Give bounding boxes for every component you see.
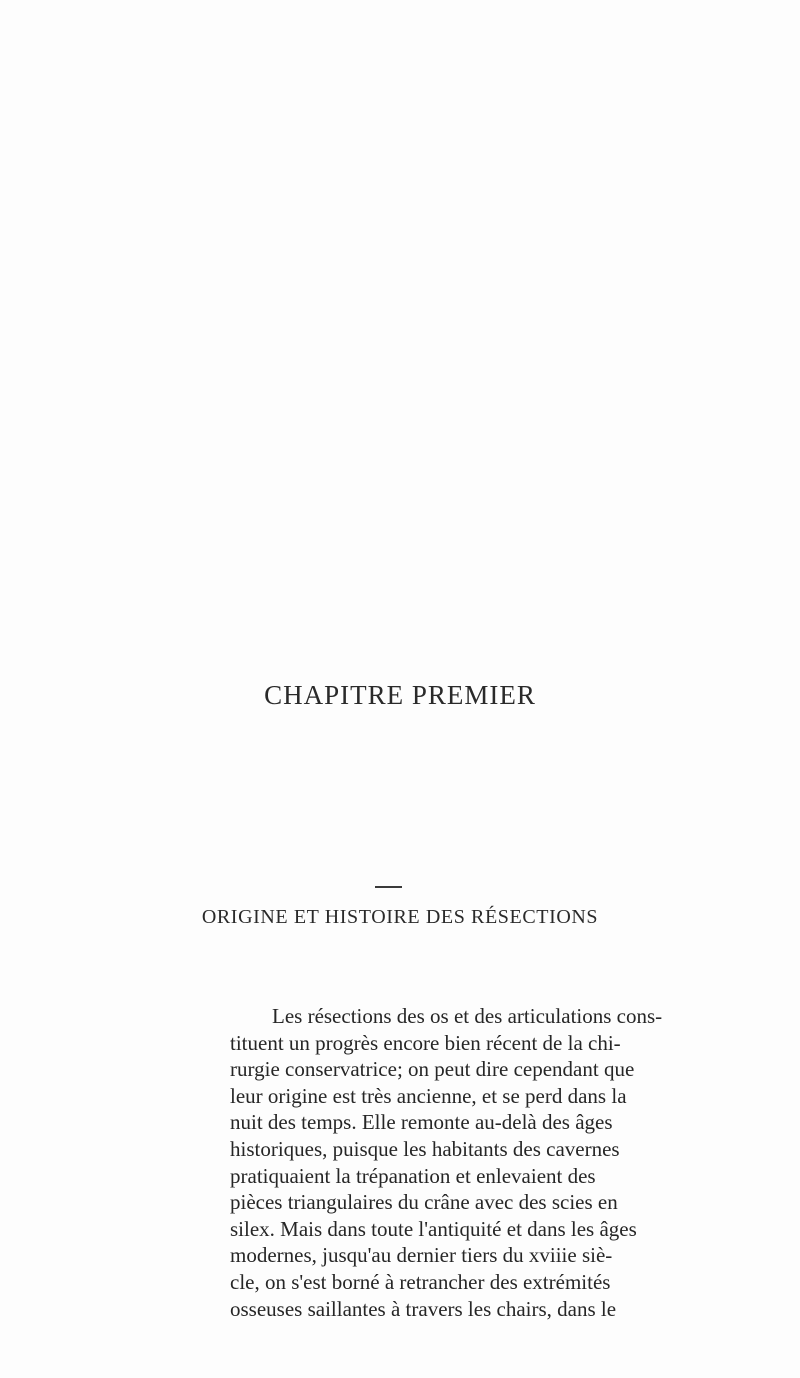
text-line: cle, on s'est borné à retrancher des extrémités [230,1269,611,1294]
text-line: modernes, jusqu'au dernier tiers du xviiie siè- [230,1243,613,1268]
text-line: Les résections des os et des articulations cons- [272,1004,663,1028]
body-paragraph [230,1003,663,1322]
separator-rule [375,886,402,888]
text-line: tituent un progrès encore bien récent de la chi- [230,1030,621,1055]
text-line: leur origine est très ancienne, et se perd dans la [230,1083,627,1108]
text-line: pièces triangulaires du crâne avec des scies en [230,1190,618,1215]
text-line: pratiquaient la trépanation et enlevaient des [230,1163,596,1188]
section-title: ORIGINE ET HISTOIRE DES RÉSECTIONS [201,906,599,928]
text-line: osseuses saillantes à travers les chairs, dans le [230,1296,617,1321]
text-line: nuit des temps. Elle remonte au-delà des âges [230,1110,613,1135]
chapter-heading: CHAPITRE PREMIER [264,680,536,710]
text-line: silex. Mais dans toute l'antiquité et dans les âges [230,1216,637,1241]
text-line: historiques, puisque les habitants des cavernes [230,1136,620,1161]
text-line: rurgie conservatrice; on peut dire cependant que [230,1057,635,1082]
